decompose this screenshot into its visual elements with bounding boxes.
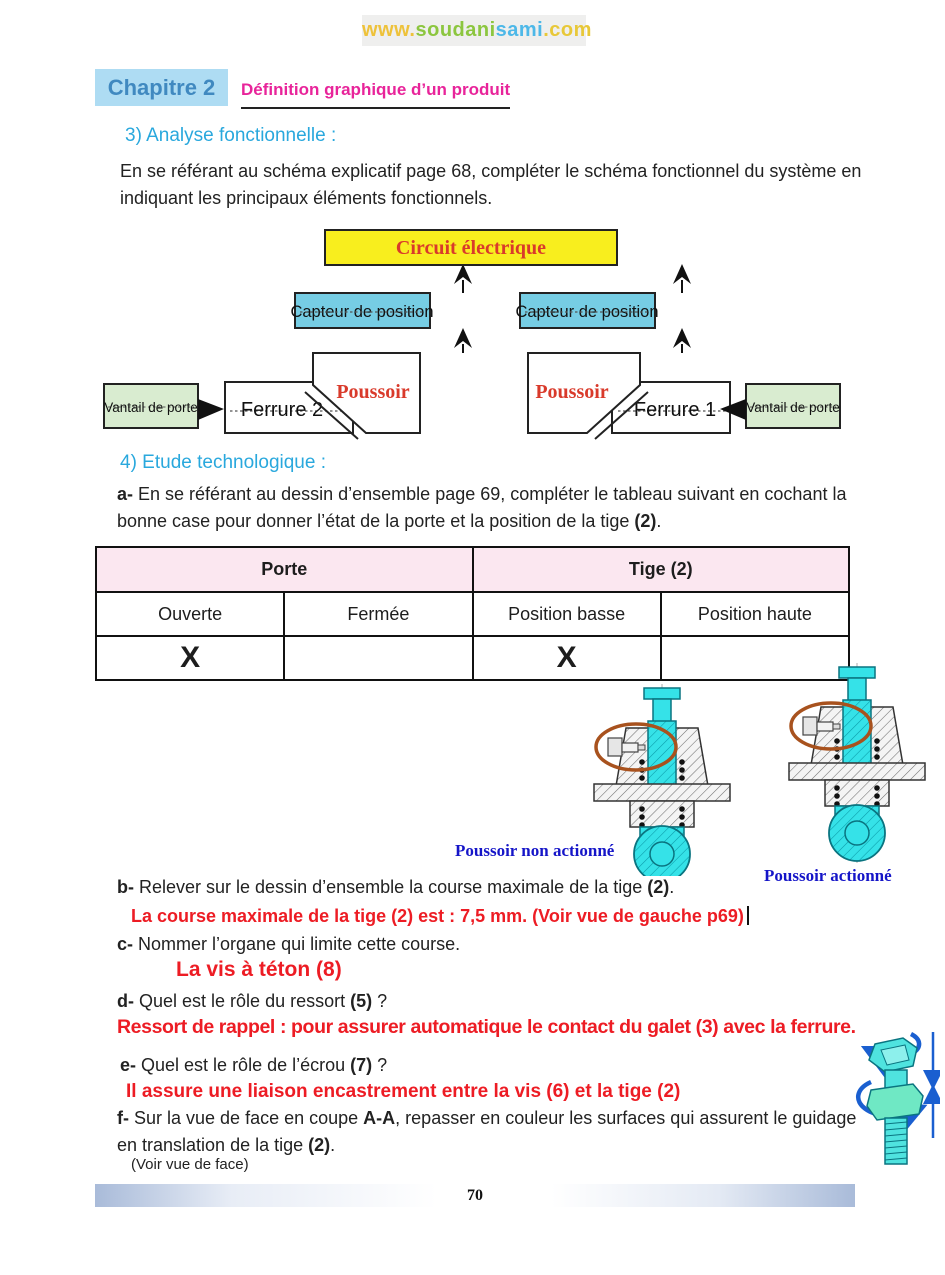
mechanism-not-actuated-figure	[594, 684, 730, 876]
table-col-position-haute: Position haute	[661, 592, 849, 636]
question-f-prefix: f-	[117, 1108, 129, 1128]
door-left-label: Vantail de porte	[104, 400, 198, 415]
bolt-illustration	[855, 1028, 940, 1180]
question-a	[117, 481, 865, 535]
question-b-prefix: b-	[117, 877, 134, 897]
table-group-porte: Porte	[96, 547, 473, 592]
mechanism-drawings	[580, 660, 945, 876]
watermark-sami: sami	[495, 19, 544, 41]
page-title: Définition graphique d’un produit	[241, 80, 510, 109]
question-e-end: ?	[372, 1055, 388, 1075]
answer-c: La vis à téton (8)	[176, 958, 342, 981]
question-f-end: .	[330, 1135, 336, 1155]
circuit-electrique-label: Circuit électrique	[395, 237, 547, 259]
question-f-text2: , repasser en couleur les surfaces qui assurent le guidage en translation de la tige	[117, 1108, 857, 1155]
text-cursor	[747, 906, 749, 925]
question-d-ref: (5)	[350, 991, 373, 1011]
question-b-end: .	[669, 877, 675, 897]
question-f-ref: (2)	[308, 1135, 331, 1155]
question-c-prefix: c-	[117, 934, 134, 954]
mechanism-actuated-figure	[789, 663, 925, 863]
bracket-left-label: Ferrure 2	[240, 399, 324, 421]
watermark-soudani: soudani	[415, 19, 496, 41]
question-c-text: Nommer l’organe qui limite cette course.	[133, 934, 461, 954]
page-number: 70	[467, 1187, 483, 1204]
question-e-text: Quel est le rôle de l’écrou	[136, 1055, 351, 1075]
question-e-prefix: e-	[120, 1055, 137, 1075]
sensor-right-label: Capteur de position	[515, 303, 659, 321]
table-check-ouverte[interactable]: X	[96, 636, 284, 680]
bolt-head	[869, 1038, 917, 1072]
threaded-shaft	[885, 1118, 907, 1164]
question-b	[117, 874, 817, 901]
figure-label-actuated: Poussoir actionné	[764, 866, 892, 885]
table-check-position-basse[interactable]: X	[473, 636, 661, 680]
functional-diagram	[100, 222, 858, 445]
watermark-www: www.	[362, 19, 416, 41]
watermark-com: .com	[543, 19, 592, 41]
question-f	[117, 1105, 865, 1159]
pushbutton-right-label: Poussoir	[535, 381, 609, 403]
question-e	[120, 1052, 820, 1079]
answer-d: Ressort de rappel : pour assurer automatique le contact du galet (3) avec la ferrure.	[117, 1016, 856, 1038]
arrow-right-icon	[198, 399, 224, 420]
question-f-note: (Voir vue de face)	[131, 1156, 249, 1173]
website-watermark[interactable]	[362, 15, 592, 46]
arrow-up-right-bottom-icon	[673, 328, 691, 353]
footer-page-bar	[95, 1184, 855, 1207]
question-d-prefix: d-	[117, 991, 134, 1011]
section3-heading: 3) Analyse fonctionnelle :	[125, 125, 337, 146]
sensor-left-label: Capteur de position	[290, 303, 434, 321]
question-b-text: Relever sur le dessin d’ensemble la course maximale de la tige	[134, 877, 648, 897]
question-e-ref: (7)	[350, 1055, 373, 1075]
table-col-fermee: Fermée	[284, 592, 472, 636]
answer-b-text: La course maximale de la tige (2) est : 7,5 mm. (Voir vue de gauche p69)	[131, 906, 744, 926]
arrow-up-right-top-icon	[673, 264, 691, 293]
figure-label-not-actuated: Poussoir non actionné	[455, 841, 615, 860]
answer-e: Il assure une liaison encastrement entre la vis (6) et la tige (2)	[126, 1081, 681, 1102]
question-a-prefix: a-	[117, 484, 134, 504]
sensor-right-box	[515, 293, 658, 328]
nut	[867, 1084, 923, 1120]
bracket-right-label: Ferrure 1	[633, 399, 717, 421]
question-d	[117, 988, 817, 1015]
question-f-text1: Sur la vue de face en coupe	[129, 1108, 364, 1128]
chapter-badge: Chapitre 2	[95, 69, 228, 106]
table-check-fermee[interactable]	[284, 636, 472, 680]
sensor-left-box	[290, 293, 433, 328]
arrow-up-left-bottom-icon	[454, 328, 472, 353]
pushbutton-left-label: Poussoir	[336, 381, 410, 403]
question-b-ref: (2)	[647, 877, 670, 897]
table-group-tige: Tige (2)	[473, 547, 850, 592]
section3-body: En se référant au schéma explicatif page 68, compléter le schéma fonctionnel du système en indiquant les principaux éléments fonctionnels.	[120, 161, 862, 208]
circuit-electrique-box	[325, 230, 617, 265]
table-col-position-basse: Position basse	[473, 592, 661, 636]
question-a-text: En se référant au dessin d’ensemble page 69, compléter le tableau suivant en cochant la bonne case pour donner l’état de la porte et la position de la tige	[117, 484, 847, 531]
question-c	[117, 931, 817, 958]
question-d-end: ?	[372, 991, 388, 1011]
door-right-box	[746, 384, 840, 428]
question-a-end: .	[656, 511, 662, 531]
door-left-box	[104, 384, 198, 428]
table-col-ouverte: Ouverte	[96, 592, 284, 636]
question-f-section-ref: A-A	[363, 1108, 396, 1128]
question-d-text: Quel est le rôle du ressort	[134, 991, 351, 1011]
answer-b	[131, 906, 749, 927]
door-right-label: Vantail de porte	[746, 400, 840, 415]
section4-heading: 4) Etude technologique :	[120, 452, 326, 473]
arrow-up-left-top-icon	[454, 264, 472, 293]
question-a-ref: (2)	[634, 511, 657, 531]
